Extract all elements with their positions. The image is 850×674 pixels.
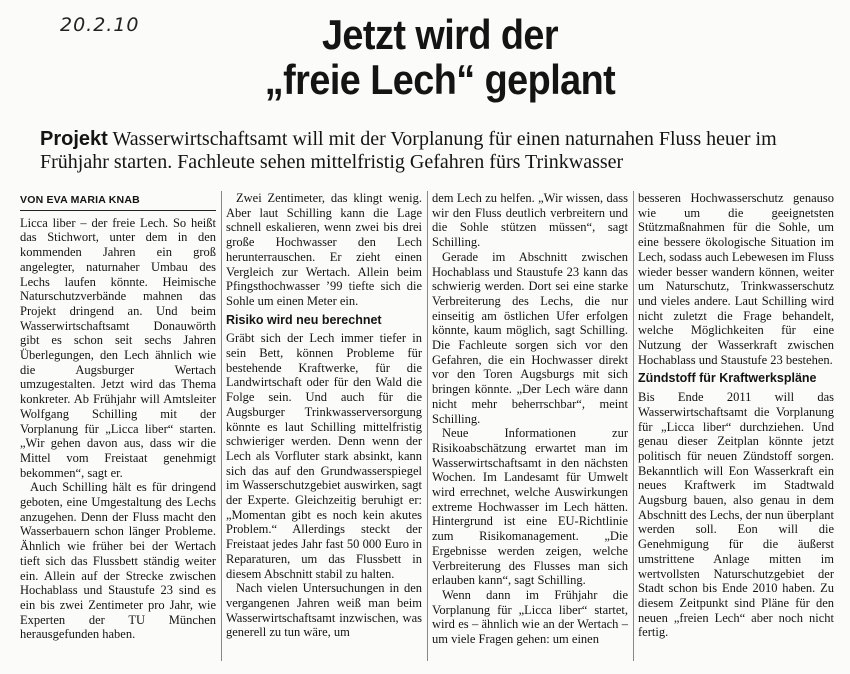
article-column-1 bbox=[20, 191, 216, 642]
article-column-4 bbox=[638, 191, 834, 640]
paragraph: Neue Informationen zur Risikoabschätzung erwartet man im Wasserwirtschaftsamt in den nächsten Wochen. Im Landesamt für Umwelt wird errechnet, welche Auswirkungen extreme Hochwasser im Lech hätten. Hintergrund ist eine EU-Richtlinie zum Risikomanagement. „Die Ergebnisse werden zeigen, welche Verbreiterung des Flusses man sich erlauben kann“, sagt Schilling. bbox=[432, 426, 628, 588]
subhead-kicker: Projekt bbox=[40, 128, 108, 150]
headline-line-2: „freie Lech“ geplant bbox=[264, 56, 616, 103]
handwritten-date: 20.2.10 bbox=[60, 14, 140, 36]
subheadline bbox=[40, 128, 820, 174]
paragraph: Wenn dann im Frühjahr die Vorplanung für „Licca liber“ startet, wird es – ähnlich wie an der Wertach – um viele Fragen gehen: um einen bbox=[432, 587, 628, 647]
paragraph: Gerade im Abschnitt zwischen Hochablass und Staustufe 23 kann das schwierig werden. Dort sei eine starke Verbreiterung des Lechs, die nur einseitig am östlichen Ufer erfolgen könnte, kaum möglich, sagt Schilling. Die Fachleute sorgen sich vor den Gefahren, die ein Hochwasser direkt vor den Toren Augsburgs mit sich bringen könnte. „Der Lech wäre dann nicht mehr beherrschbar“, meint Schilling. bbox=[432, 249, 628, 426]
paragraph: Licca liber – der freie Lech. So heißt das Stichwort, unter dem in den kommenden Jahren ein groß angelegter, naturnaher Umbau des Lechs laufen könnte. Heimische Naturschutzverbände mahnen das Projekt dringend an. Und beim Wasserwirtschaftsamt Donauwörth gibt es schon seit sechs Jahren Überlegungen, den Lech ähnlich wie die Augsburger Wertach umzugestalten. Jetzt wird das Thema konkreter. Ab Frühjahr will Amtsleiter Wolfgang Schilling mit der Vorplanung für „Licca liber“ starten. „Wir gehen davon aus, dass wir die Mittel vom Freistaat genehmigt bekommen“, sagt er. bbox=[20, 215, 216, 480]
paragraph: Auch Schilling hält es für dringend geboten, eine Umgestaltung des Lechs anzugehen. Denn der Fluss macht den Wasserbauern schon länger Probleme. Ähnlich wie früher bei der Wertach tieft sich das Flussbett ständig weiter ein. Allein auf der Strecke zwischen Hochablass und Staustufe 23 sind es ein bis zwei Zentimeter pro Jahr, wie Experten der TU München herausgefunden haben. bbox=[20, 480, 216, 642]
paragraph: Nach vielen Untersuchungen in den vergangenen Jahren weiß man beim Wasserwirtschaftsamt inzwischen, was generell zu tun wäre, um bbox=[226, 581, 422, 640]
paragraph: besseren Hochwasserschutz genauso wie um die geeignetsten Stützmaßnahmen für die Sohle, um eine bessere ökologische Situation im Lech, sodass auch Lebewesen im Fluss wieder besser wandern können, weiter um Naturschutz, Trinkwasserschutz und vieles andere. Laut Schilling wird nicht zuletzt die Frage behandelt, welche Möglichkeiten für eine Nutzung der Wasserkraft zwischen Hochablass und Staustufe 23 bestehen. bbox=[638, 191, 834, 367]
paragraph: Gräbt sich der Lech immer tiefer in sein Bett, können Probleme für bestehende Kraftwerke, für die Landwirtschaft oder für den Wald die Folge sein. Und auch für die Augsburger Trinkwasserversorgung könnte es laut Schilling mittelfristig schwieriger werden. Denn wenn der Lech als Vorfluter stark absinkt, kann sich das auf den Grundwasserspiegel im Wasserschutzgebiet auswirken, sagt der Experte. Gleichzeitig beruhigt er: „Momentan gibt es noch kein akutes Problem.“ Allerdings steckt der Freistaat jedes Jahr fast 50 000 Euro in Reparaturen, um das Flussbett in diesem Abschnitt stabil zu halten. bbox=[226, 331, 422, 581]
article-column-2 bbox=[226, 191, 422, 640]
section-subheading: Zündstoff für Kraftwerkspläne bbox=[638, 371, 817, 386]
article-column-3 bbox=[432, 191, 628, 647]
column-divider bbox=[633, 191, 634, 661]
paragraph: Bis Ende 2011 will das Wasserwirtschaftsamt die Vorplanung für „Licca liber“ durchziehen. Und genau dieser Zeitplan könnte jetzt politisch für neuen Zündstoff sorgen. Bekanntlich will Eon Wasserkraft ein neues Kraftwerk im Stadtwald Augsburg bauen, also genau in dem Abschnitt des Lechs, der nun überplant werden soll. Eon will die Genehmigung für die äußerst umstrittene Anlage mitten im wertvollsten Naturschutzgebiet der Stadt schon bis Ende 2010 haben. Zu diesem Zeitpunkt sind Pläne für den neuen „freien Lech“ aber noch nicht fertig. bbox=[638, 390, 834, 640]
headline-line-1: Jetzt wird der bbox=[321, 11, 559, 58]
byline: VON EVA MARIA KNAB bbox=[20, 193, 216, 211]
column-divider bbox=[221, 191, 222, 661]
column-divider bbox=[427, 191, 428, 661]
paragraph: Zwei Zentimeter, das klingt wenig. Aber laut Schilling kann die Lage schnell eskalieren, wenn zwei bis drei große Hochwasser den Lech herunterrauschen. Er zieht einen Vergleich zur Wertach. Allein beim Pfingsthochwasser ’99 tiefte sich die Sohle um einen Meter ein. bbox=[226, 191, 422, 308]
section-subheading: Risiko wird neu berechnet bbox=[226, 312, 382, 327]
subhead-text: Wasserwirtschaftsamt will mit der Vorplanung für einen naturnahen Fluss heuer im Frühjahr starten. Fachleute sehen mittelfristig Gefahren fürs Trinkwasser bbox=[40, 128, 777, 173]
headline bbox=[170, 12, 710, 102]
paragraph: dem Lech zu helfen. „Wir wissen, dass wir den Fluss deutlich verbreitern und die Sohle stützen müssen“, sagt Schilling. bbox=[432, 191, 628, 250]
